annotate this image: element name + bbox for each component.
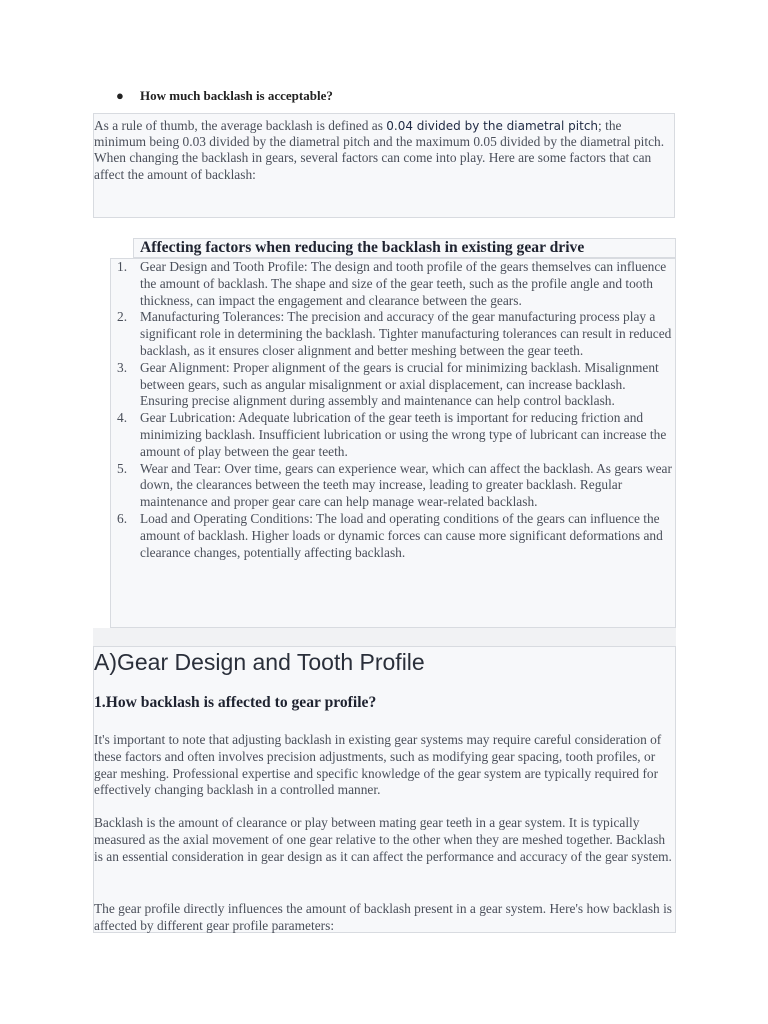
- list-number: 2.: [117, 309, 128, 325]
- section-a-box: [93, 646, 676, 933]
- list-item: [111, 360, 675, 410]
- list-item-text: Gear Design and Tooth Profile: The design and tooth profile of the gears themselves can influence the amount of backlash. The shape and size of the gear teeth, such as the profile angle and tooth thickness, can impact the engagement and clearance between the gears.: [140, 259, 667, 308]
- list-item: [111, 511, 675, 561]
- spacer: [93, 220, 133, 260]
- intro-paragraph: [94, 118, 674, 183]
- question-text: How much backlash is acceptable?: [140, 88, 333, 103]
- list-number: 1.: [117, 259, 128, 274]
- list-number: 5.: [117, 460, 128, 476]
- intro-text-before: As a rule of thumb, the average backlash is defined as: [94, 118, 387, 133]
- factors-heading: Affecting factors when reducing the backlash in existing gear drive: [140, 239, 585, 256]
- factors-list-box: [110, 258, 676, 628]
- list-item: [111, 259, 675, 309]
- list-item-text: Wear and Tear: Over time, gears can experience wear, which can affect the backlash. As gears wear down, the clearances between the teeth may increase, leading to greater backlash. Regular maintenance and proper gear care can help manage wear-related backlash.: [140, 460, 672, 510]
- list-item: [111, 461, 675, 511]
- factors-list: [111, 259, 675, 561]
- list-item: [111, 309, 675, 359]
- section-a-paragraph-3: The gear profile directly influences the amount of backlash present in a gear system. Here's how backlash is affected by different gear profile parameters:: [94, 901, 673, 933]
- list-item-text: Load and Operating Conditions: The load and operating conditions of the gears can influence the amount of backlash. Higher loads or dynamic forces can cause more significant deformations and clearance changes, potentially affecting backlash.: [140, 510, 663, 560]
- intro-text-after: ; the minimum being 0.03 divided by the diametral pitch and the maximum 0.05 divided by the diametral pitch. When changing the backlash in gears, several factors can come into play. Here are some factors that can affect the amount of backlash:: [94, 118, 665, 182]
- intro-box: [93, 113, 675, 218]
- section-a-paragraph-1: It's important to note that adjusting backlash in existing gear systems may require careful consideration of these factors and often involves precision adjustments, such as modifying gear spacing, tooth profiles, or gear meshing. Professional expertise and specific knowledge of the gear system are typically required for effectively changing backlash in a controlled manner.: [94, 732, 662, 798]
- factors-heading-box: [133, 238, 676, 258]
- list-number: 6.: [117, 510, 128, 526]
- intro-highlight: 0.04 divided by the diametral pitch: [386, 119, 599, 133]
- list-item-text: Manufacturing Tolerances: The precision and accuracy of the gear manufacturing process play a significant role in determining the backlash. Tighter manufacturing tolerances can result in reduced backlash, as it ensures closer alignment and better meshing between the gear teeth.: [140, 309, 672, 358]
- bullet-icon: ●: [116, 88, 124, 103]
- list-item-text: Gear Lubrication: Adequate lubrication of the gear teeth is important for reducing friction and minimizing backlash. Insufficient lubrication or using the wrong type of lubricant can increase the amount of play between the gear teeth.: [140, 410, 667, 459]
- list-item: [111, 410, 675, 460]
- list-number: 3.: [117, 359, 128, 375]
- list-number: 4.: [117, 410, 128, 426]
- section-divider: [93, 628, 676, 646]
- section-a-paragraph-2: Backlash is the amount of clearance or play between mating gear teeth in a gear system. It is typically measured as the axial movement of one gear relative to the other when they are meshed together. Backlash is an essential consideration in gear design as it can affect the performance and accuracy of the gear system.: [94, 815, 672, 864]
- acceptable-backlash-question: [116, 88, 333, 104]
- section-a-subheading: 1.How backlash is affected to gear profile?: [94, 694, 377, 711]
- section-a-title: A)Gear Design and Tooth Profile: [94, 649, 425, 675]
- list-item-text: Gear Alignment: Proper alignment of the gears is crucial for minimizing backlash. Misalignment between gears, such as angular misalignment or axial displacement, can increase backlash. Ensuring precise alignment during assembly and maintenance can help control backlash.: [140, 359, 659, 409]
